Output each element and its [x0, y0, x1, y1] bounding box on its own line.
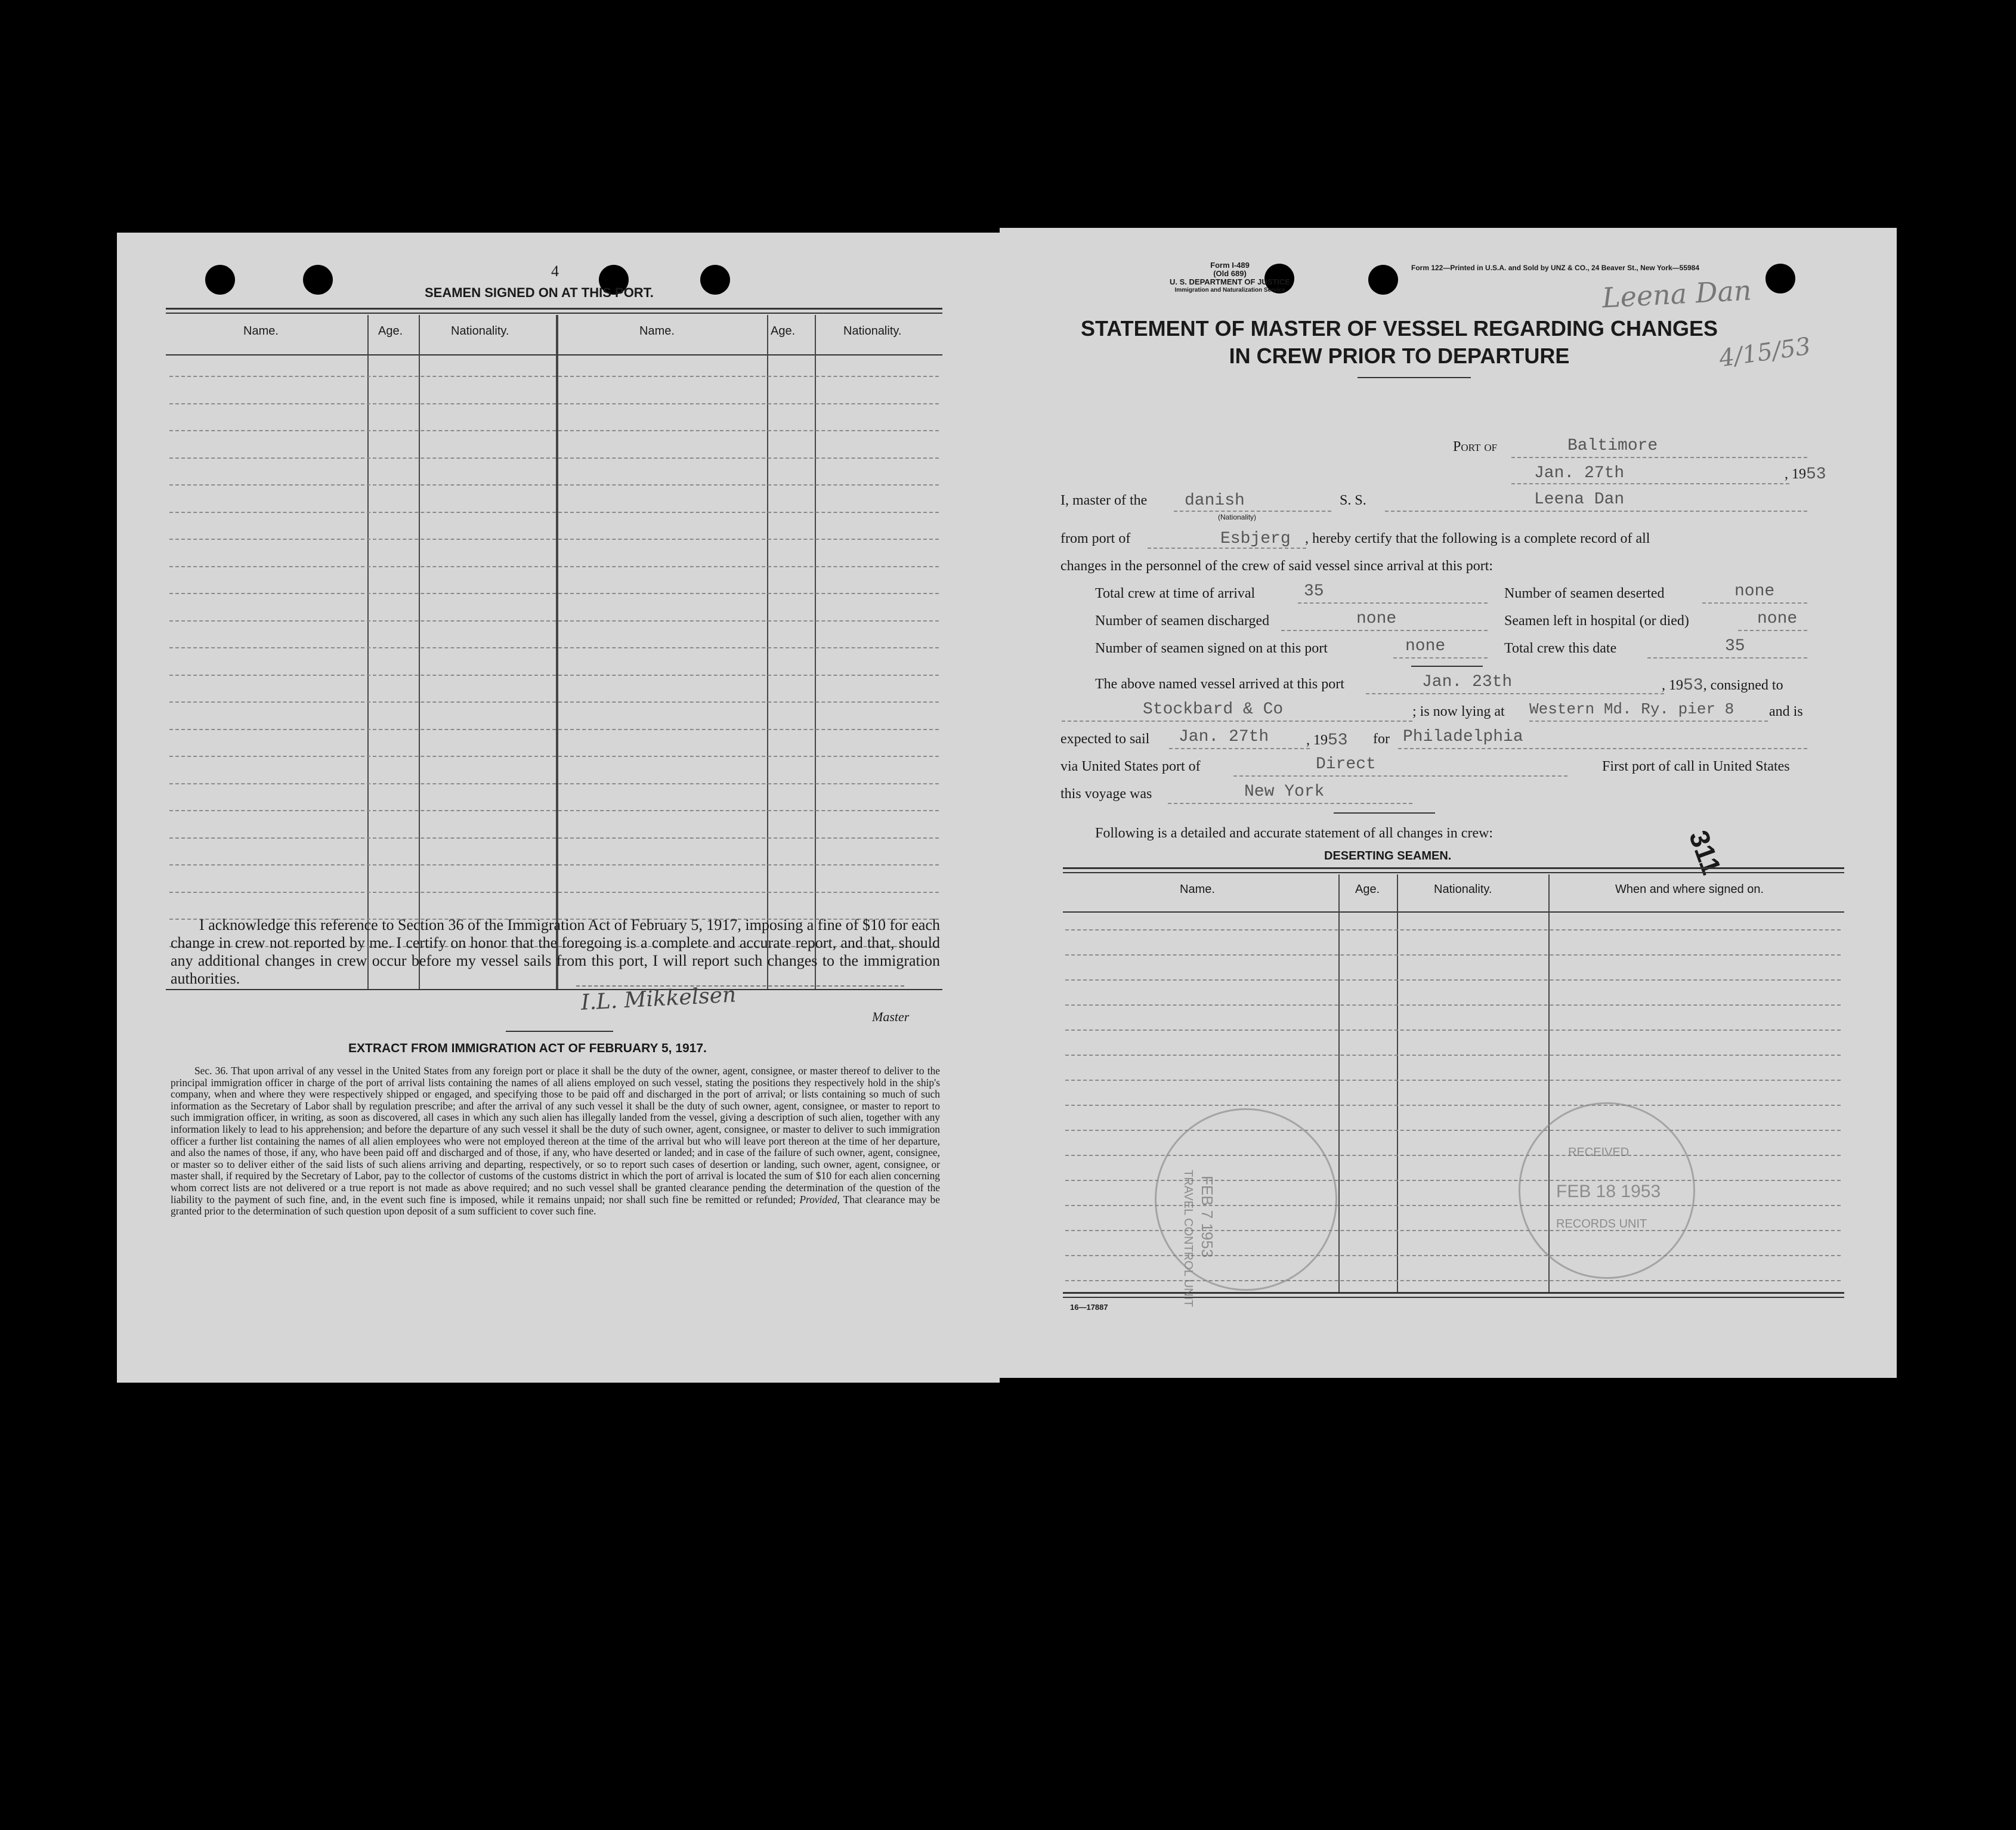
- table-row: [1065, 1130, 1841, 1131]
- stamp-date: FEB 18 1953: [1556, 1182, 1661, 1201]
- stamp-unit: RECORDS UNIT: [1556, 1217, 1647, 1231]
- department: U. S. DEPARTMENT OF JUSTICE: [1170, 277, 1290, 286]
- records-unit-stamp: [1519, 1102, 1695, 1279]
- stamp-unit: TRAVEL CONTROL UNIT: [1182, 1170, 1195, 1307]
- table-row: [1065, 954, 1841, 956]
- travel-control-stamp: [1155, 1108, 1337, 1307]
- total-crew-arrival-label: Total crew at time of arrival: [1095, 586, 1256, 601]
- year-label: [1785, 465, 1826, 484]
- signature-label: Master: [872, 1009, 910, 1024]
- table-top-rule: [166, 308, 942, 310]
- column-header: Age.: [1355, 883, 1380, 896]
- extract-text: Sec. 36. That upon arrival of any vessel in the United States from any foreign port or place it shall be the duty of the owner, agent, consignee, or master thereof to deliver to the principal immigration officer in charge of the port of arrival lists containing the names of all aliens employed on such vessel, stating the positions they respectively hold in the ship's company, when and where they were respectively shipped or engaged, and specifying those to be paid off and discharged in the port of arrival; or lists containing so much of such information as the Secretary of Labor shall by regulation prescribe; and after the arrival of any such vessel it shall be the duty of such owner, agent, consignee, or master to report to such immigration officer, in writing, as soon as discovered, all cases in which any such alien has illegally landed from the vessel, giving a description of such alien, together with any information likely to lead to his apprehension; and before the departure of any such vessel it shall be the duty of such owner, agent, consignee, or master to deliver to such immigration officer a further list containing the names of all alien employees who were not employed thereon at the time of the arrival but who will leave port thereon at the time of her departure, and also the names of those, if any, who have been paid off and discharged and of those, if any, who have deserted or landed; and in case of the failure of such owner, agent, consignee, or master so to deliver either of the said lists of such aliens arriving and departing, respectively, or so to report such cases of desertion or landing, such owner, agent, consignee, or master shall, if required by the Secretary of Labor, pay to the collector of customs of the customs district in which the port of arrival is located the sum of $10 for each alien concerning whom correct lists are not delivered or a true report is not made as above required; and no such vessel shall be granted clearance pending the determination of the question of the liability to the payment of such fine, and, in the event such fine is imposed, while it remains unpaid; nor shall such fine be remitted or refunded;: [171, 1065, 940, 1205]
- table-header: [166, 324, 942, 348]
- column-divider: [1397, 874, 1398, 1292]
- table-row: [169, 566, 939, 567]
- nationality-caption: (Nationality): [1218, 513, 1257, 521]
- header-rule: [1063, 911, 1844, 913]
- changes-text: changes in the personnel of the crew of said vessel since arrival at this port:: [1060, 558, 1494, 574]
- column-divider: [1338, 874, 1340, 1292]
- table-row: [169, 647, 939, 648]
- table-row: [1065, 929, 1841, 931]
- table-row: [1065, 1004, 1841, 1006]
- column-divider: [556, 315, 558, 989]
- service: Immigration and Naturalization Service: [1174, 287, 1285, 293]
- destination-value: Philadelphia: [1403, 728, 1523, 746]
- consigned-label: , consigned to: [1703, 678, 1783, 693]
- table-row: [169, 701, 939, 703]
- form-number: Form I-489: [1210, 261, 1250, 270]
- certify-text: , hereby certify that the following is a complete record of all: [1305, 531, 1650, 546]
- field-line: [1233, 775, 1567, 777]
- first-port-label: First port of call in United States: [1602, 759, 1790, 774]
- table-top-rule: [166, 313, 942, 314]
- first-port-value: New York: [1244, 783, 1325, 801]
- consignee-value: Stockbard & Co: [1143, 700, 1284, 719]
- column-header: Nationality.: [451, 324, 509, 338]
- following-text: Following is a detailed and accurate statement of all changes in crew:: [1095, 826, 1494, 841]
- arrived-year-prefix: , 19: [1662, 678, 1683, 693]
- punch-hole: [205, 265, 235, 295]
- year-value: 53: [1806, 465, 1826, 484]
- ss-label: S. S.: [1340, 493, 1366, 508]
- arrived-label: The above named vessel arrived at this port: [1095, 676, 1344, 692]
- seamen-discharged-label: Number of seamen discharged: [1095, 613, 1270, 629]
- table-row: [169, 512, 939, 513]
- from-port-label: from port of: [1060, 531, 1131, 546]
- table-row: [169, 675, 939, 676]
- punch-hole: [700, 265, 730, 295]
- year-prefix: , 19: [1785, 466, 1806, 482]
- page-title: SEAMEN SIGNED ON AT THIS PORT.: [425, 285, 654, 300]
- port-value: Baltimore: [1567, 437, 1658, 455]
- field-line: [1169, 748, 1310, 749]
- sail-year-value: 53: [1328, 731, 1348, 750]
- lying-value: Western Md. Ry. pier 8: [1529, 700, 1734, 718]
- page-number: 4: [551, 262, 559, 280]
- field-line: [1298, 602, 1488, 604]
- and-is-label: and is: [1769, 704, 1803, 719]
- table-row: [1065, 979, 1841, 981]
- field-line: [1385, 511, 1807, 512]
- punch-hole: [1368, 265, 1398, 295]
- field-line: [1702, 602, 1807, 604]
- column-header: Nationality.: [843, 324, 902, 338]
- seamen-hospital-label: Seamen left in hospital (or died): [1504, 613, 1689, 629]
- column-divider: [367, 315, 369, 989]
- column-divider: [767, 315, 768, 989]
- column-header: Name.: [639, 324, 675, 338]
- field-line: [1398, 748, 1807, 749]
- field-line: [1366, 693, 1664, 694]
- table-row: [169, 783, 939, 784]
- separator: [1334, 812, 1435, 814]
- deserting-table-header: [1063, 883, 1844, 907]
- date-value: Jan. 27th: [1534, 464, 1625, 483]
- field-line: [1647, 657, 1807, 659]
- extract-proviso-word: Provided,: [799, 1193, 840, 1205]
- extract-body: [171, 1065, 940, 1217]
- table-row: [169, 620, 939, 622]
- table-row: [169, 892, 939, 893]
- table-top-rule: [1063, 872, 1844, 873]
- table-row: [169, 837, 939, 839]
- punch-hole: [1765, 264, 1795, 293]
- table-row: [169, 376, 939, 377]
- seamen-discharged-value: none: [1356, 610, 1397, 628]
- signature-line: [576, 985, 904, 987]
- acknowledgment-text: I acknowledge this reference to Section 36 of the Immigration Act of February 5, 1917, imposing a fine of $10 for each change in crew not reported by me. I certify on honor that the foregoing is a complete and accurate report, and that, should any additional changes in crew occur before my vessel sails from this port, I will report such changes to the immigration authorities.: [171, 916, 940, 987]
- column-header: Name.: [1180, 883, 1215, 896]
- table-bottom-rule: [1063, 1292, 1844, 1294]
- printer-note: Form 122—Printed in U.S.A. and Sold by UNZ & CO., 24 Beaver St., New York—55984: [1411, 264, 1700, 272]
- table-row: [169, 593, 939, 594]
- nationality-value: danish: [1185, 491, 1245, 510]
- handwritten-date: 4/15/53: [1717, 332, 1813, 373]
- table-row: [169, 430, 939, 431]
- arrived-value: Jan. 23th: [1422, 673, 1513, 691]
- from-port-value: Esbjerg: [1220, 530, 1291, 548]
- total-crew-arrival-value: 35: [1304, 582, 1324, 601]
- extract-title: EXTRACT FROM IMMIGRATION ACT OF FEBRUARY 5, 1917.: [348, 1041, 707, 1055]
- lying-label: ; is now lying at: [1412, 704, 1505, 719]
- sail-year: [1306, 731, 1348, 750]
- table-bottom-rule: [166, 989, 942, 990]
- field-line: [1511, 483, 1789, 484]
- column-header: When and where signed on.: [1615, 883, 1764, 896]
- table-row: [1065, 1055, 1841, 1056]
- table-row: [1065, 1030, 1841, 1031]
- extract-proviso-text: That clearance may be granted prior to the determination of such question upon deposit of a sum sufficient to cover such fine.: [171, 1193, 940, 1217]
- table-row: [169, 484, 939, 486]
- master-label: I, master of the: [1060, 493, 1148, 508]
- field-line: [1168, 803, 1412, 804]
- sail-value: Jan. 27th: [1179, 728, 1269, 746]
- table-row: [169, 729, 939, 730]
- vessel-value: Leena Dan: [1534, 490, 1625, 509]
- table-row: [1065, 1080, 1841, 1081]
- form-header: [1140, 261, 1319, 295]
- form-title-line2: IN CREW PRIOR TO DEPARTURE: [1229, 344, 1570, 368]
- table-row: [169, 539, 939, 540]
- field-line: [1738, 630, 1807, 631]
- seamen-hospital-value: none: [1757, 610, 1798, 628]
- stamp-received: RECEIVED: [1568, 1146, 1630, 1159]
- old-form-number: (Old 689): [1213, 269, 1247, 278]
- column-header: Age.: [378, 324, 403, 338]
- right-page: [1000, 228, 1897, 1378]
- field-line: [1062, 721, 1412, 722]
- via-value: Direct: [1316, 755, 1376, 774]
- footer-code: 16—17887: [1070, 1303, 1108, 1312]
- seamen-signed-value: none: [1405, 637, 1446, 656]
- arrived-year: [1662, 676, 1783, 695]
- field-line: [1511, 457, 1807, 458]
- expected-label: expected to sail: [1060, 731, 1150, 747]
- this-voyage-label: this voyage was: [1060, 786, 1152, 802]
- column-divider: [815, 315, 816, 989]
- field-line: [1393, 657, 1488, 659]
- form-title-line1: STATEMENT OF MASTER OF VESSEL REGARDING CHANGES: [1080, 316, 1718, 341]
- table-row: [1065, 1105, 1841, 1106]
- title-underline: [1358, 377, 1471, 378]
- stamp-date: FEB 7 1953: [1198, 1176, 1216, 1258]
- stamped-number: 311: [1683, 826, 1728, 879]
- seamen-signed-label: Number of seamen signed on at this port: [1095, 641, 1328, 656]
- table-row: [169, 403, 939, 404]
- deserting-title: DESERTING SEAMEN.: [1324, 849, 1452, 863]
- table-top-rule: [1063, 867, 1844, 869]
- arrived-year-value: 53: [1683, 676, 1703, 695]
- field-line: [1281, 630, 1488, 631]
- table-row: [169, 810, 939, 811]
- total-crew-date-label: Total crew this date: [1504, 641, 1617, 656]
- header-rule: [166, 354, 942, 356]
- master-signature: I.L. Mikkelsen: [580, 982, 737, 1015]
- seamen-deserted-value: none: [1734, 582, 1775, 601]
- field-line: [1529, 721, 1768, 722]
- column-divider: [419, 315, 420, 989]
- separator: [1411, 666, 1483, 667]
- table-row: [169, 457, 939, 459]
- port-label: Port of: [1453, 439, 1498, 455]
- table-row: [169, 756, 939, 757]
- total-crew-date-value: 35: [1725, 637, 1745, 656]
- separator: [506, 1031, 613, 1032]
- for-label: for: [1373, 731, 1390, 747]
- table-bottom-rule: [1063, 1297, 1844, 1298]
- form-title: [1071, 315, 1727, 370]
- left-page: [117, 233, 1000, 1383]
- column-header: Nationality.: [1434, 883, 1492, 896]
- column-header: Age.: [771, 324, 796, 338]
- via-label: via United States port of: [1060, 759, 1201, 774]
- table-row: [169, 864, 939, 865]
- punch-hole: [303, 265, 333, 295]
- seamen-deserted-label: Number of seamen deserted: [1504, 586, 1665, 601]
- handwritten-vessel-name: Leena Dan: [1601, 274, 1752, 314]
- column-header: Name.: [243, 324, 279, 338]
- sail-year-prefix: , 19: [1306, 732, 1328, 748]
- field-line: [1174, 511, 1331, 512]
